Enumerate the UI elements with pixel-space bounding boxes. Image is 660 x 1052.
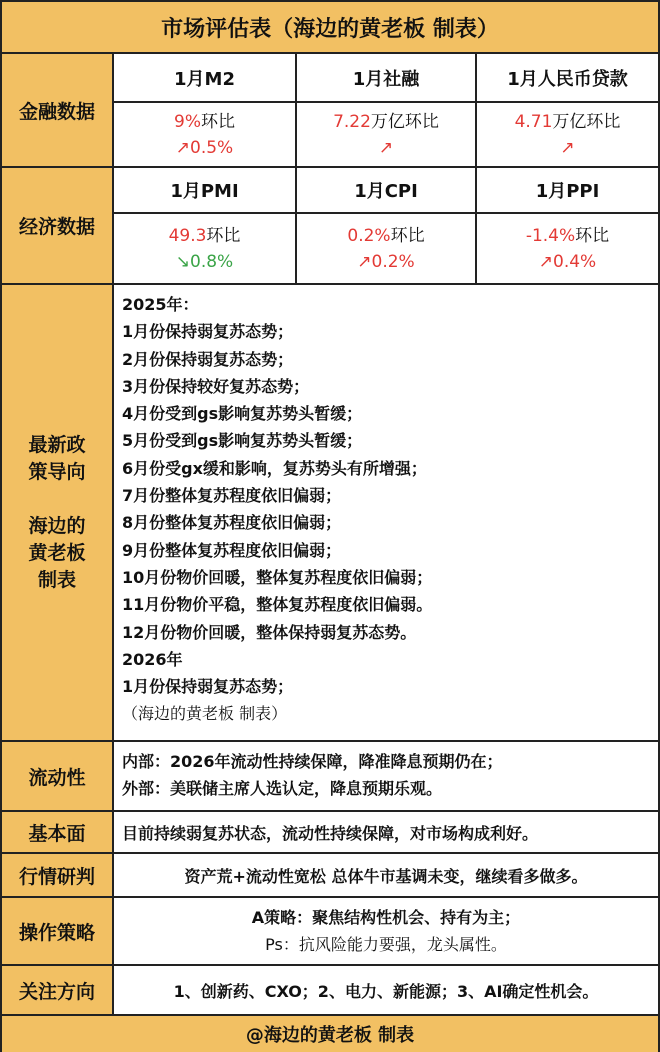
- liquidity-content: [114, 742, 658, 810]
- cpi-value: 0.2%: [347, 225, 391, 246]
- header-m2: 1月M2: [174, 68, 235, 90]
- policy-line: 2025年：: [122, 295, 199, 314]
- social-financing-change: ↗: [378, 137, 394, 158]
- policy-label-line: 最新政: [28, 433, 86, 456]
- strategy-content: [114, 898, 658, 964]
- policy-line: 1月份保持弱复苏态势；: [122, 322, 294, 342]
- strategy-line-ps: Ps：抗风险能力要强，龙头属性。: [265, 935, 507, 954]
- ppi-change: ↗0.4%: [538, 251, 597, 272]
- strategy-line-a: A策略：聚焦结构性机会、持有为主；: [251, 908, 521, 927]
- cpi-change: ↗0.2%: [357, 251, 415, 272]
- fundamentals-text: 目前持续弱复苏状态，流动性持续保障，对市场构成利好。: [122, 823, 539, 843]
- ppi-value: -1.4%: [525, 225, 576, 246]
- economic-data-label: 经济数据: [2, 168, 114, 283]
- author-label-line: 制表: [37, 568, 76, 591]
- value-ppi: [477, 214, 658, 283]
- table-title: 市场评估表（海边的黄老板 制表）: [2, 2, 658, 54]
- policy-line: 6月份受gx缓和影响，复苏势头有所增强；: [122, 458, 427, 478]
- policy-line: 7月份整体复苏程度依旧偏弱；: [122, 486, 342, 506]
- pmi-change: ↘0.8%: [175, 251, 234, 272]
- market-judgment-text: 资产荒+流动性宽松 总体牛市基调未变，继续看多做多。: [184, 866, 588, 886]
- market-judgment-label: 行情研判: [2, 854, 114, 896]
- focus-text: 1、创新药、CXO；2、电力、新能源；3、AI确定性机会。: [173, 981, 599, 1001]
- header-cpi: 1月CPI: [354, 181, 418, 202]
- value-pmi: [114, 214, 295, 283]
- header-pmi: 1月PMI: [170, 181, 239, 202]
- liquidity-line: 外部：美联储主席人选认定，降息预期乐观。: [122, 779, 443, 798]
- header-social-financing: 1月社融: [352, 68, 420, 90]
- liquidity-line: 内部：2026年流动性持续保障，降准降息预期仍在；: [122, 752, 503, 771]
- value-rmb-loans: [477, 103, 658, 166]
- header-ppi: 1月PPI: [535, 181, 600, 202]
- value-social-financing: [297, 103, 475, 166]
- pmi-unit: 环比: [206, 225, 241, 246]
- policy-line: 8月份整体复苏程度依旧偏弱；: [122, 513, 342, 533]
- m2-value: 9%: [174, 111, 201, 132]
- strategy-label: 操作策略: [2, 898, 114, 964]
- pmi-value: 49.3: [168, 225, 207, 246]
- policy-line: 11月份物价平稳，整体复苏程度依旧偏弱。: [122, 595, 433, 615]
- rmb-loans-value: 4.71: [514, 111, 553, 132]
- author-label-line: 黄老板: [28, 541, 86, 564]
- policy-line: 2月份保持弱复苏态势；: [122, 349, 294, 369]
- focus-label: 关注方向: [2, 966, 114, 1014]
- policy-line: 12月份物价回暖，整体保持弱复苏态势。: [122, 622, 417, 642]
- author-label-line: 海边的: [28, 514, 86, 537]
- footer-credit: @海边的黄老板 制表: [2, 1014, 658, 1052]
- ppi-unit: 环比: [575, 225, 610, 246]
- policy-line: 4月份受到gs影响复苏势头暂缓；: [122, 404, 363, 424]
- header-rmb-loans: 1月人民币贷款: [507, 68, 628, 90]
- policy-label: [2, 285, 114, 740]
- policy-line: 1月份保持弱复苏态势；: [122, 677, 294, 697]
- policy-label-line: 策导向: [28, 460, 86, 483]
- rmb-loans-change: ↗: [560, 137, 575, 158]
- value-m2: [114, 103, 295, 166]
- fundamentals-label: 基本面: [2, 812, 114, 852]
- policy-line: 2026年: [122, 649, 183, 669]
- policy-line: 5月份受到gs影响复苏势头暂缓；: [122, 431, 363, 451]
- social-financing-unit: 万亿环比: [370, 111, 439, 132]
- policy-note: （海边的黄老板 制表）: [122, 704, 288, 724]
- policy-line: 3月份保持较好复苏态势；: [122, 376, 310, 396]
- financial-data-label: 金融数据: [2, 54, 114, 166]
- value-cpi: [297, 214, 475, 283]
- m2-unit: 环比: [200, 111, 235, 132]
- rmb-loans-unit: 万亿环比: [552, 111, 621, 132]
- liquidity-label: 流动性: [2, 742, 114, 810]
- policy-content: [114, 285, 658, 740]
- m2-change: ↗0.5%: [175, 137, 234, 158]
- policy-line: 10月份物价回暖，整体复苏程度依旧偏弱；: [122, 567, 433, 587]
- cpi-unit: 环比: [390, 225, 425, 246]
- policy-line: 9月份整体复苏程度依旧偏弱；: [122, 540, 342, 560]
- social-financing-value: 7.22: [333, 111, 371, 132]
